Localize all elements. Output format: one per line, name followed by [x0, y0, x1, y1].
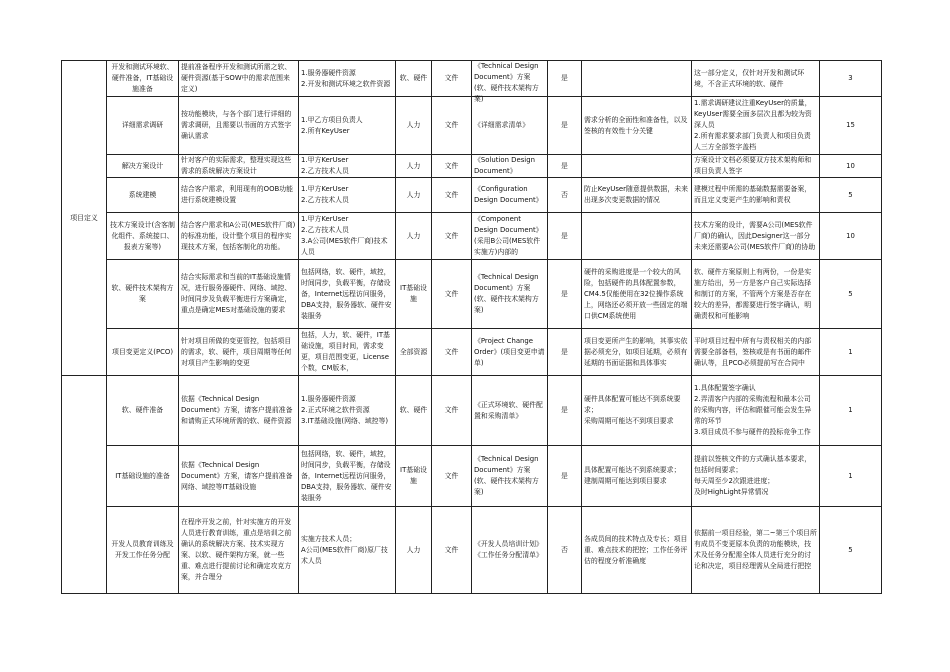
cell-text: 在程序开发之前，针对实施方的开发人员进行教育训练，重点是培训之前确认的系统解决方案、技术实现方案、以软、硬件架构方案，就一些重、难点进行提前讨论和确定攻克方案，并合理分 — [181, 518, 292, 581]
cell-text: 1 — [848, 347, 853, 356]
cell-type — [396, 213, 432, 260]
cell-task — [107, 178, 179, 213]
cell-resource — [299, 446, 396, 507]
cell-text: 方案设计文档必须要双方技术架构师和项目负责人签字 — [694, 156, 812, 175]
cell-desc — [179, 155, 299, 178]
cell-doc — [472, 155, 548, 178]
cell-text: 文件 — [444, 471, 459, 480]
cell-task — [107, 446, 179, 507]
cell-form — [432, 155, 472, 178]
cell-desc — [179, 446, 299, 507]
cell-text: IT基础设施 — [400, 284, 427, 303]
cell-text: 文件 — [444, 347, 459, 356]
cell-text: IT基础设施的准备 — [115, 471, 170, 480]
cell-form — [432, 507, 472, 594]
cell-text: 1.甲方KerUser 2.乙方技术人员 — [301, 156, 349, 175]
cell-days — [820, 97, 882, 155]
cell-days — [820, 446, 882, 507]
cell-text: 结合实际需求和当前的IT基础设施情况，进行服务器硬件、网络、域控、时间同步及负载平衡进行方案确定，重点是确定MES对基础设施的要求 — [181, 273, 292, 314]
cell-task — [107, 260, 179, 329]
cell-desc — [179, 507, 299, 594]
table-row — [62, 446, 882, 507]
cell-text: 是 — [561, 471, 568, 480]
cell-task — [107, 213, 179, 260]
cell-form — [432, 213, 472, 260]
cell-risk — [582, 213, 692, 260]
cell-days — [820, 507, 882, 594]
cell-form — [432, 97, 472, 155]
cell-doc — [472, 376, 548, 446]
cell-text: 软、硬件方案原则上有两份，一份是实施方给出，另一方是客户自己实际选择和制订的方案，不管两个方案是否存在较大的差异，都需要进行签字确认，明确责权和可能影响 — [694, 267, 812, 320]
cell-type — [396, 329, 432, 376]
cell-resource — [299, 155, 396, 178]
cell-text: 3 — [848, 74, 853, 82]
section-label: 项目定义 — [62, 61, 107, 376]
cell-doc — [472, 213, 548, 260]
cell-desc — [179, 61, 299, 97]
cell-risk — [582, 61, 692, 97]
cell-text: 《Project Change Order》(项目变更申请单) — [474, 336, 545, 367]
table-row — [62, 329, 882, 376]
cell-form — [432, 446, 472, 507]
cell-text: 详细需求调研 — [121, 121, 164, 129]
cell-text: 1.服务器硬件资源 2.开发和测试环境之软件资源 — [301, 68, 391, 88]
cell-text: 各成员间的技术特点及专长；项目重、难点技术的把控；工作任务评估的程度分析准确度 — [584, 534, 688, 565]
cell-note — [692, 507, 820, 594]
cell-risk — [582, 155, 692, 178]
section-label — [62, 376, 107, 594]
cell-text: 开发人员教育训练及开发工作任务分配 — [111, 540, 174, 559]
cell-text: 依据《Technical Design Document》方案，请客户提前准备和请购正式环境所需的软、硬件资源 — [181, 395, 293, 425]
cell-days — [820, 61, 882, 97]
cell-text: 人力 — [406, 190, 421, 199]
cell-text: 否 — [561, 545, 568, 554]
cell-text: 全部资源 — [399, 347, 428, 356]
cell-key — [548, 329, 582, 376]
cell-form — [432, 260, 472, 329]
cell-text: 结合客户需求，利用现有的OOB功能进行系统建模设置 — [181, 185, 294, 204]
cell-text: 实施方技术人员； A公司(MES软件厂商)原厂技术人员 — [301, 534, 388, 565]
cell-text: 1.具体配置签字确认 2.弄清客户内部的采购流程和最本公司的采购内容，评估和跟催可能会发生异常的环节 3.项目成员不参与硬件的投标竞争工作 — [694, 384, 812, 436]
cell-text: 《正式环境软、硬件配置和采购清单》 — [474, 400, 543, 420]
cell-desc — [179, 213, 299, 260]
cell-resource — [299, 329, 396, 376]
cell-doc — [472, 260, 548, 329]
cell-desc — [179, 329, 299, 376]
cell-form — [432, 61, 472, 97]
cell-note — [692, 178, 820, 213]
cell-note — [692, 260, 820, 329]
cell-text: 具体配置可能达不到系统要求； 建制周期可能达到项目要求 — [584, 466, 681, 485]
cell-task — [107, 155, 179, 178]
cell-text: 《开发人员培训计划》 《工作任务分配清单》 — [474, 540, 543, 559]
cell-doc — [472, 97, 548, 155]
cell-key — [548, 61, 582, 97]
cell-text: 开发和测试环境软、硬件准备，IT基础设施准备 — [111, 63, 174, 93]
cell-text: 系统建模 — [128, 190, 157, 199]
cell-text: 是 — [561, 74, 568, 82]
cell-resource — [299, 260, 396, 329]
cell-text: 技术方案设计(含客制化组件、系统接口、报表方案等) — [110, 220, 175, 251]
table-body — [62, 61, 882, 594]
cell-resource — [299, 97, 396, 155]
cell-text: 10 — [846, 161, 855, 170]
cell-key — [548, 260, 582, 329]
cell-text: 是 — [561, 406, 568, 414]
cell-task — [107, 329, 179, 376]
cell-text: 1.甲方KerUser 2.乙方技术人员 — [301, 185, 349, 204]
cell-text: 软、硬件准备 — [121, 406, 164, 414]
cell-note — [692, 155, 820, 178]
table-row — [62, 507, 882, 594]
cell-text: 包括网络，软、硬件，域控，时间同步，负载平衡，存储设备，Internet远程访问服务，DBA支持，服务器软、硬件安装服务 — [301, 449, 392, 502]
cell-text: 5 — [848, 545, 853, 554]
cell-text: 《Technical Design Document》方案(软、硬件技术架构方案) — [474, 62, 539, 103]
cell-text: 依据《Technical Design Document》方案，请客户提前准备网络、域控等IT基础设施 — [181, 460, 293, 491]
cell-doc — [472, 178, 548, 213]
cell-text: 包括，人力，软、硬件，IT基础设施，项目时间，需求变更，项目范围变更，License个数，CM版本， — [301, 331, 390, 372]
cell-text: 项目变更所产生的影响，其事实依据必须充分，如项目延期，必须有延期的书面证据和具体事实 — [584, 336, 688, 367]
cell-risk — [582, 260, 692, 329]
cell-text: 1 — [848, 471, 853, 480]
cell-risk — [582, 507, 692, 594]
cell-risk — [582, 446, 692, 507]
cell-key — [548, 213, 582, 260]
cell-note — [692, 97, 820, 155]
cell-type — [396, 507, 432, 594]
table-row — [62, 178, 882, 213]
cell-risk — [582, 329, 692, 376]
cell-resource — [299, 507, 396, 594]
cell-note — [692, 61, 820, 97]
cell-text: 文件 — [444, 406, 459, 414]
cell-text: 5 — [848, 289, 853, 298]
cell-text: 文件 — [444, 74, 459, 82]
cell-text: 包括网络，软、硬件，域控，时间同步，负载平衡，存储设备，Internet远程访问服务，DBA支持，服务器软、硬件安装服务 — [301, 267, 392, 320]
cell-text: 1.服务器硬件资源 2.正式环境之软件资源 3.IT基础设施(网络、域控等) — [301, 395, 389, 425]
cell-days — [820, 178, 882, 213]
cell-text: 提前以签核文件的方式确认基本要求，包括时间要求； 每天周至少2次跟进进度； 及时HighLight异常情况 — [694, 455, 812, 496]
cell-desc — [179, 260, 299, 329]
cell-key — [548, 97, 582, 155]
cell-key — [548, 446, 582, 507]
cell-days — [820, 260, 882, 329]
cell-text: 10 — [846, 231, 855, 240]
cell-text: 1.甲方KerUser 2.乙方技术人员 3.A公司(MES软件厂商)技术人员 — [301, 215, 388, 256]
cell-days — [820, 329, 882, 376]
cell-desc — [179, 178, 299, 213]
cell-text: 5 — [848, 190, 853, 199]
cell-text: IT基础设施 — [400, 466, 427, 485]
cell-resource — [299, 61, 396, 97]
cell-note — [692, 376, 820, 446]
table-row — [62, 61, 882, 97]
cell-text: 是 — [561, 121, 568, 129]
cell-text: 是 — [561, 289, 568, 298]
cell-text: 软、硬件 — [399, 406, 428, 414]
cell-text: 项目变更定义(PCO) — [111, 347, 174, 356]
table-row — [62, 97, 882, 155]
cell-risk — [582, 376, 692, 446]
cell-text: 软、硬件技术架构方案 — [111, 284, 174, 303]
cell-text: 针对客户的实际需求，整理实现这些需求的系统解决方案设计 — [181, 156, 292, 175]
cell-text: 文件 — [444, 121, 459, 129]
cell-text: 人力 — [406, 231, 421, 240]
cell-text: 15 — [846, 121, 855, 129]
cell-type — [396, 446, 432, 507]
table-row — [62, 260, 882, 329]
cell-text: 人力 — [406, 545, 421, 554]
cell-task — [107, 507, 179, 594]
cell-form — [432, 329, 472, 376]
plan-table — [61, 60, 882, 594]
cell-key — [548, 178, 582, 213]
cell-key — [548, 376, 582, 446]
cell-text: 硬件的采购进度是一个较大的风险，包括硬件的具体配置参数，CM4.5仅能使用在32位操作系统上，网络还必须开放一些固定的端口供CM系统使用 — [584, 267, 688, 320]
cell-form — [432, 376, 472, 446]
cell-type — [396, 260, 432, 329]
cell-text: 《Technical Design Document》方案(软、硬件技术架构方案) — [474, 455, 539, 496]
cell-desc — [179, 97, 299, 155]
cell-text: 1.需求调研建议注重KeyUser的质量，KeyUser需要全面多层次且都为较为资深人员 2.所有需求要求部门负责人和项目负责人三方全部签字盖档 — [694, 99, 812, 151]
cell-key — [548, 507, 582, 594]
cell-risk — [582, 178, 692, 213]
cell-text: 文件 — [444, 545, 459, 554]
cell-resource — [299, 376, 396, 446]
cell-task — [107, 376, 179, 446]
cell-text: 针对项目所做的变更管控，包括项目的需求，软、硬件，项目周期等任何对项目产生影响的变更 — [181, 336, 292, 367]
cell-text: 平时项目过程中所有与责权相关的内部需要全部备档，签核或是有书面的邮件确认等，且PCO必须提前写在合同中 — [694, 336, 812, 367]
cell-type — [396, 61, 432, 97]
cell-text: 文件 — [444, 190, 459, 199]
cell-resource — [299, 178, 396, 213]
cell-days — [820, 376, 882, 446]
cell-text: 是 — [561, 231, 568, 240]
cell-desc — [179, 376, 299, 446]
cell-key — [548, 155, 582, 178]
cell-text: 技术方案的设计，需要A公司(MES软件厂商)的确认，因此Designer这一部分未来还需要A公司(MES软件厂商)的协助 — [694, 220, 816, 251]
cell-text: 按功能模块，与各个部门进行详细的需求调研，且需要以书面的方式签字确认需求 — [181, 110, 292, 140]
cell-note — [692, 446, 820, 507]
cell-text: 提前准备程序开发和测试所需之软、硬件资源(基于SOW中的需求范围来定义) — [181, 63, 292, 93]
cell-text: 防止KeyUser随意提供数据，未来出现多次变更数据的情况 — [584, 185, 688, 204]
cell-task — [107, 97, 179, 155]
cell-resource — [299, 213, 396, 260]
cell-type — [396, 178, 432, 213]
cell-doc — [472, 507, 548, 594]
cell-text: 依据前一项目经验，第二~第三个项目所有成员不变更原本负责的功能模块，技术及任务分配需全体人员进行充分的讨论和决定，项目经理需从全局进行把控 — [694, 529, 817, 570]
cell-text: 《Technical Design Document》方案(软、硬件技术架构方案) — [474, 273, 539, 314]
cell-text: 文件 — [444, 231, 459, 240]
cell-doc — [472, 61, 548, 103]
cell-text: 是 — [561, 347, 568, 356]
cell-text: 人力 — [406, 121, 421, 129]
cell-note — [692, 213, 820, 260]
cell-text: 《Component Design Document》(采用B公司(MES软件实施方)内部的 — [474, 215, 543, 256]
cell-text: 文件 — [444, 161, 459, 170]
cell-form — [432, 178, 472, 213]
table-row — [62, 213, 882, 260]
cell-text: 《Configuration Design Document》 — [474, 185, 543, 204]
cell-type — [396, 376, 432, 446]
cell-text: 硬件具体配置可能达不到系统要求； 采购周期可能达不到项目要求 — [584, 395, 681, 425]
table-row — [62, 155, 882, 178]
cell-text: 1 — [848, 406, 853, 414]
cell-text: 这一部分定义，仅针对开发和测试环境，不含正式环境的软、硬件 — [694, 68, 805, 88]
cell-risk — [582, 97, 692, 155]
cell-doc — [472, 446, 548, 507]
cell-text: 1.甲乙方项目负责人 2.所有KeyUser — [301, 115, 363, 135]
cell-text: 人力 — [406, 161, 421, 170]
cell-days — [820, 155, 882, 178]
cell-text: 《Solution Design Document》 — [474, 156, 535, 175]
cell-text: 是 — [561, 161, 568, 170]
cell-type — [396, 97, 432, 155]
cell-text: 解决方案设计 — [121, 161, 164, 170]
cell-type — [396, 155, 432, 178]
cell-text: 需求分析的全面性和准备性，以及签核的有效性十分关键 — [584, 115, 688, 135]
cell-text: 否 — [561, 190, 568, 199]
cell-text: 软、硬件 — [399, 74, 428, 82]
cell-note — [692, 329, 820, 376]
cell-text: 《详细需求清单》 — [474, 121, 530, 129]
table-row — [62, 376, 882, 446]
cell-text: 结合客户需求和A公司(MES软件厂商)的标准功能，设计整个项目的程序实现技术方案，包括客制化的功能。 — [181, 220, 296, 251]
cell-doc — [472, 329, 548, 376]
cell-text: 文件 — [444, 289, 459, 298]
cell-days — [820, 213, 882, 260]
cell-task — [107, 61, 179, 97]
cell-text: 建模过程中所需的基础数据需要备案，而且定义变更产生的影响和责权 — [694, 185, 812, 204]
